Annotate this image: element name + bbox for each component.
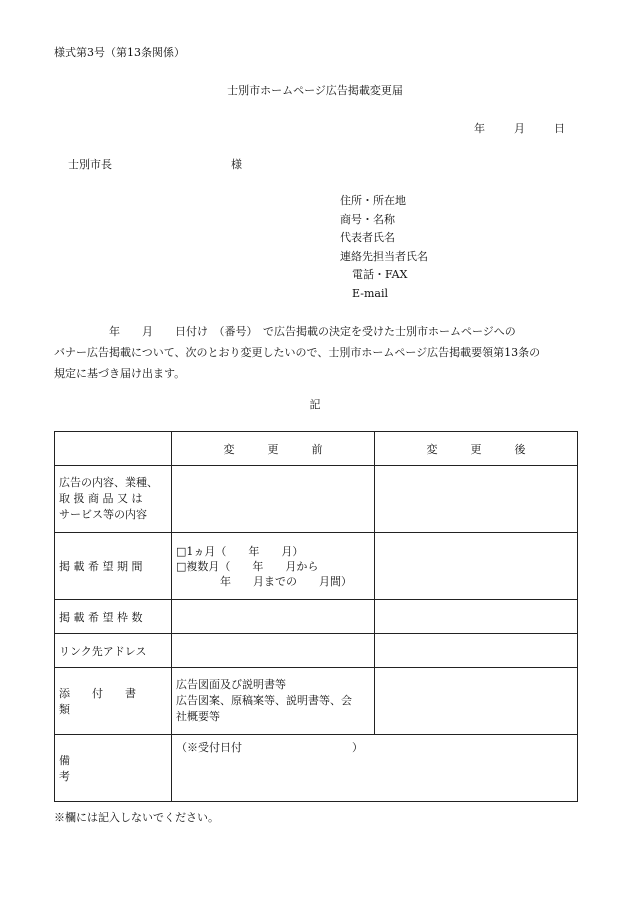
body-line: 年 月 日付け （番号） で広告掲載の決定を受けた士別市ホームページへの [54, 325, 516, 338]
applicant-trade-name-label: 商号・名称 [340, 212, 395, 226]
content-after-cell[interactable] [375, 466, 578, 533]
row-label-attachments: 添 付 書 類 [55, 668, 172, 735]
footnote: ※欄には記入しないでください。 [54, 811, 219, 824]
ki-heading: 記 [309, 398, 321, 411]
remarks-cell[interactable] [172, 735, 578, 802]
period-before-cell[interactable] [172, 533, 375, 600]
applicant-phone-fax-label: 電話・FAX [352, 268, 408, 282]
applicant-representative-label: 代表者氏名 [340, 231, 395, 245]
date-month-label: 月 [514, 122, 525, 135]
row-label-frames: 掲 載 希 望 枠 数 [55, 600, 172, 634]
form-number: 様式第3号（第13条関係） [54, 46, 185, 59]
receipt-date-note: （※受付日付 ） [176, 741, 363, 754]
frames-after-cell[interactable] [375, 600, 578, 634]
link-after-cell[interactable] [375, 634, 578, 668]
table-row [55, 634, 578, 668]
period-option-multi-month-end: 年 月までの 月間） [176, 574, 352, 588]
table-row [55, 735, 578, 802]
document-title: 士別市ホームページ広告掲載変更届 [227, 84, 403, 97]
period-option-multi-month[interactable]: □複数月（ 年 月から [176, 559, 319, 573]
column-header-after: 変 更 後 [375, 432, 578, 466]
row-label-content [55, 466, 172, 533]
change-table [54, 431, 578, 802]
body-line: バナー広告掲載について、次のとおり変更したいので、士別市ホームページ広告掲載要領第13条の [54, 346, 541, 359]
date-line [474, 120, 565, 136]
attachments-after-cell[interactable] [375, 668, 578, 735]
row-label-link: リンク先アドレス [55, 634, 172, 668]
table-row [55, 533, 578, 600]
row-label-remarks: 備 考 [55, 735, 172, 802]
table-row [55, 600, 578, 634]
period-option-one-month[interactable]: □1ヵ月（ 年 月） [176, 544, 304, 558]
row-label-line: サービス等の内容 [59, 508, 147, 521]
addressee-honorific: 様 [231, 158, 242, 171]
frames-before-cell[interactable] [172, 600, 375, 634]
row-label-line: 広告の内容、業種、 [59, 476, 158, 489]
table-header-blank [55, 432, 172, 466]
attachment-line: 社概要等 [176, 710, 220, 723]
applicant-email-label: E-mail [352, 286, 388, 300]
link-before-cell[interactable] [172, 634, 375, 668]
content-before-cell[interactable] [172, 466, 375, 533]
row-label-period: 掲 載 希 望 期 間 [55, 533, 172, 600]
attachment-line: 広告図面及び説明書等 [176, 678, 286, 691]
date-day-label: 日 [554, 122, 565, 135]
applicant-block [340, 192, 428, 304]
table-row [55, 466, 578, 533]
date-year-label: 年 [474, 122, 485, 135]
table-row [55, 668, 578, 735]
applicant-contact-person-label: 連絡先担当者氏名 [340, 249, 428, 263]
applicant-address-label: 住所・所在地 [340, 194, 406, 207]
attachments-before-cell [172, 668, 375, 735]
table-header-row [55, 432, 578, 466]
period-after-cell[interactable] [375, 533, 578, 600]
column-header-before: 変 更 前 [172, 432, 375, 466]
row-label-line: 取 扱 商 品 又 は [59, 492, 143, 505]
body-line: 規定に基づき届け出ます。 [54, 367, 186, 380]
attachment-line: 広告図案、原稿案等、説明書等、会 [176, 694, 352, 707]
addressee-name: 士別市長 [68, 158, 112, 171]
notification-body [54, 321, 584, 384]
